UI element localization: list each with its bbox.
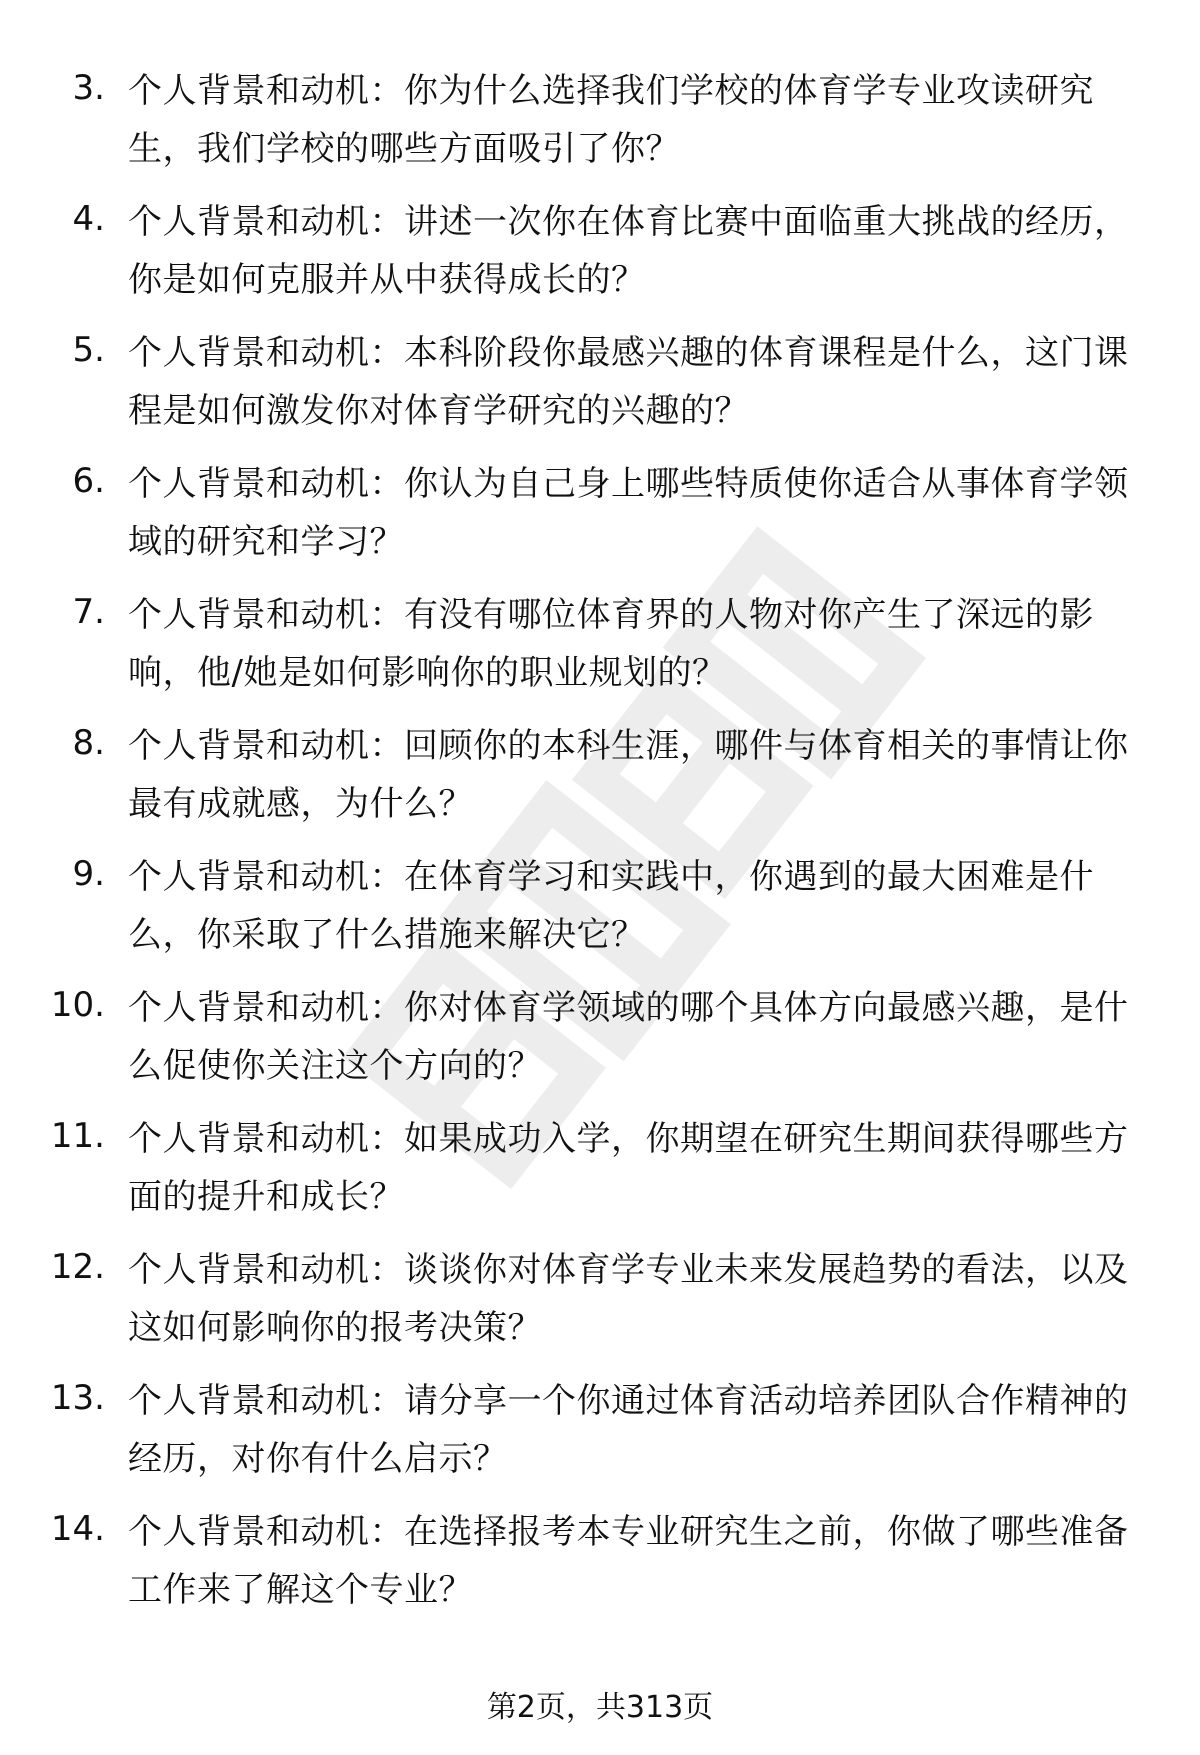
question-text: 个人背景和动机：你认为自己身上哪些特质使你适合从事体育学领域的研究和学习？ [128,464,1129,562]
question-item [0,52,1200,183]
question-item [0,838,1200,969]
question-text: 个人背景和动机：谈谈你对体育学专业未来发展趋势的看法，以及这如何影响你的报考决策？ [128,1250,1129,1348]
question-number: 6. [72,461,105,501]
question-number: 5. [72,330,105,370]
question-item [0,576,1200,707]
question-list [0,52,1200,1624]
question-text: 个人背景和动机：有没有哪位体育界的人物对你产生了深远的影响，他/她是如何影响你的职业规划的？ [128,595,1094,693]
question-number: 4. [72,199,105,239]
question-number: 12. [50,1247,105,1287]
question-text: 个人背景和动机：请分享一个你通过体育活动培养团队合作精神的经历，对你有什么启示？ [128,1381,1129,1479]
question-item [0,445,1200,576]
question-number: 7. [72,592,105,632]
question-number: 3. [72,68,105,108]
question-text: 个人背景和动机：在体育学习和实践中，你遇到的最大困难是什么，你采取了什么措施来解决它？ [128,857,1094,955]
question-number: 10. [50,985,105,1025]
question-item [0,183,1200,314]
question-number: 13. [50,1378,105,1418]
question-text: 个人背景和动机：你对体育学领域的哪个具体方向最感兴趣，是什么促使你关注这个方向的？ [128,988,1129,1086]
question-item [0,707,1200,838]
question-item [0,1362,1200,1493]
question-number: 14. [50,1509,105,1549]
question-number: 11. [50,1116,105,1156]
question-item [0,1493,1200,1624]
page-footer: 第2页，共313页 [486,1690,714,1725]
question-item [0,969,1200,1100]
question-item [0,1231,1200,1362]
question-text: 个人背景和动机：本科阶段你最感兴趣的体育课程是什么，这门课程是如何激发你对体育学研究的兴趣的？ [128,333,1129,431]
question-item [0,314,1200,445]
question-text: 个人背景和动机：如果成功入学，你期望在研究生期间获得哪些方面的提升和成长？ [128,1119,1129,1217]
question-text: 个人背景和动机：讲述一次你在体育比赛中面临重大挑战的经历，你是如何克服并从中获得成长的？ [128,202,1129,300]
question-text: 个人背景和动机：你为什么选择我们学校的体育学专业攻读研究生，我们学校的哪些方面吸引了你？ [128,71,1094,169]
question-number: 9. [72,854,105,894]
question-text: 个人背景和动机：回顾你的本科生涯，哪件与体育相关的事情让你最有成就感，为什么？ [128,726,1129,824]
question-item [0,1100,1200,1231]
question-text: 个人背景和动机：在选择报考本专业研究生之前，你做了哪些准备工作来了解这个专业？ [128,1512,1129,1610]
question-number: 8. [72,723,105,763]
